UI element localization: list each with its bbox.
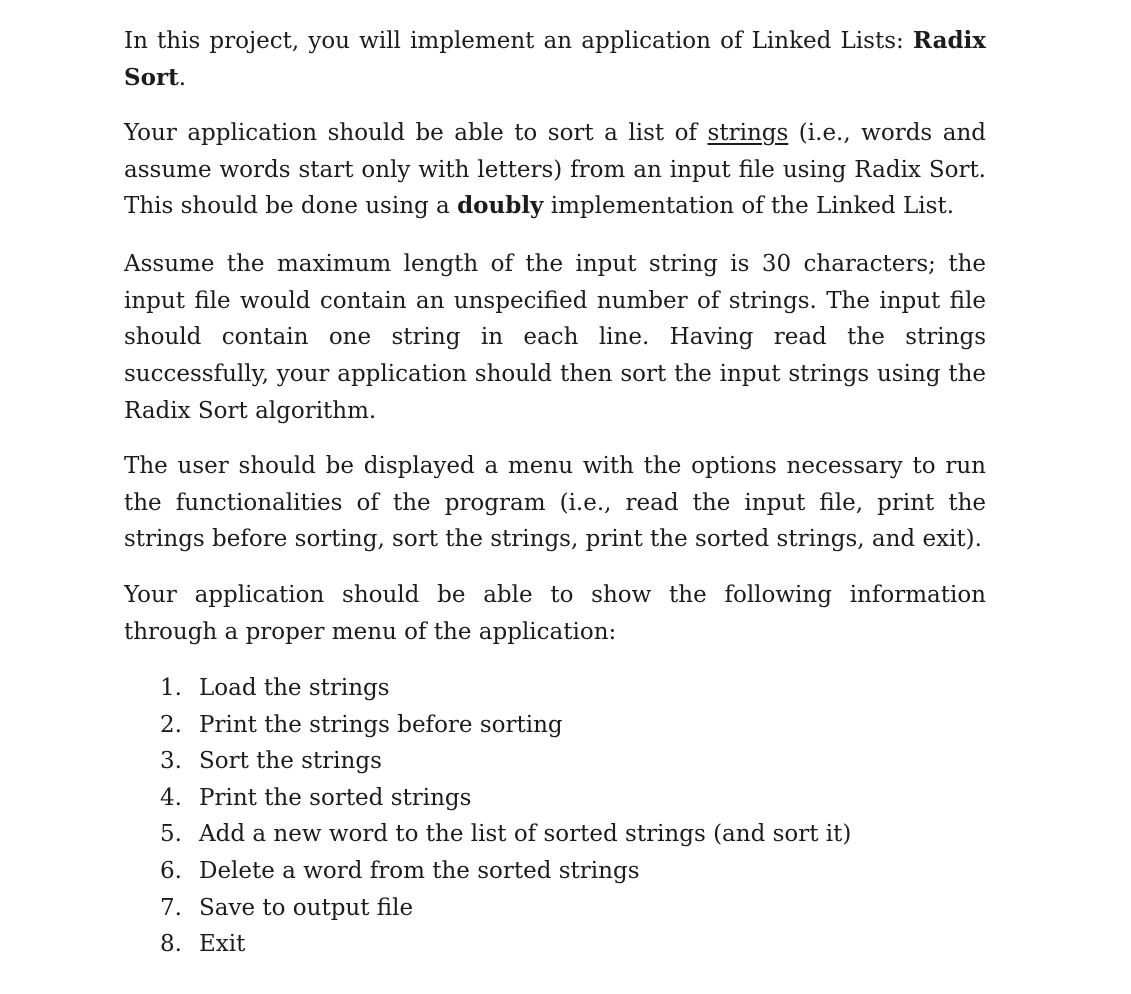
requirements-underlined-term: strings [707,120,789,146]
requirements-text-middle: (i.e., words and assume words start only with letters) from an input file using Radix Sort. This should be done using a [124,120,986,220]
list-item-number: 2. [160,711,182,738]
list-item [160,816,851,853]
menu-options-list [160,670,851,963]
list-item-label: Print the sorted strings [199,784,472,811]
intro-text: In this project, you will implement an application of Linked Lists: [124,28,913,54]
list-item [160,670,851,707]
menu-description-paragraph: The user should be displayed a menu with the options necessary to run the functionalities of the program (i.e., read the input file, print the strings before sorting, sort the strings, print the sorted strings, and exit). [124,453,986,553]
intro-bold-term: Radix Sort [124,27,986,91]
list-item [160,780,851,817]
list-item-number: 1. [160,675,182,701]
requirements-text-start: Your application should be able to sort a list of [124,120,708,146]
requirements-bold-term: doubly [457,192,544,220]
list-item-label: Print the strings before sorting [199,711,563,738]
input-assumptions-paragraph: Assume the maximum length of the input string is 30 characters; the input file would contain an unspecified number of strings. The input file should contain one string in each line. Having read the strings successfully, your application should then sort the input strings using the Radix Sort algorithm. [124,251,986,424]
list-item-label: Save to output file [199,894,414,921]
list-item-number: 3. [160,748,182,775]
list-item [160,743,851,780]
list-item-label: Load the strings [199,675,390,701]
requirements-paragraph [124,115,986,225]
list-item-number: 5. [160,821,182,848]
list-item-label: Sort the strings [199,748,382,775]
list-item-label: Delete a word from the sorted strings [199,857,640,884]
list-item-number: 6. [160,857,182,884]
list-item-label: Add a new word to the list of sorted strings (and sort it) [199,821,852,848]
list-item [160,890,851,927]
list-item [160,853,851,890]
list-item-number: 8. [160,931,182,958]
menu-intro-paragraph: Your application should be able to show the following information through a proper menu of the application: [124,582,986,645]
intro-paragraph [124,23,986,96]
list-item [160,926,851,963]
list-item-label: Exit [199,931,246,958]
requirements-text-end: implementation of the Linked List. [543,193,955,220]
list-item-number: 4. [160,784,182,811]
list-item-number: 7. [160,894,182,921]
intro-period: . [178,64,187,91]
list-item [160,707,851,744]
